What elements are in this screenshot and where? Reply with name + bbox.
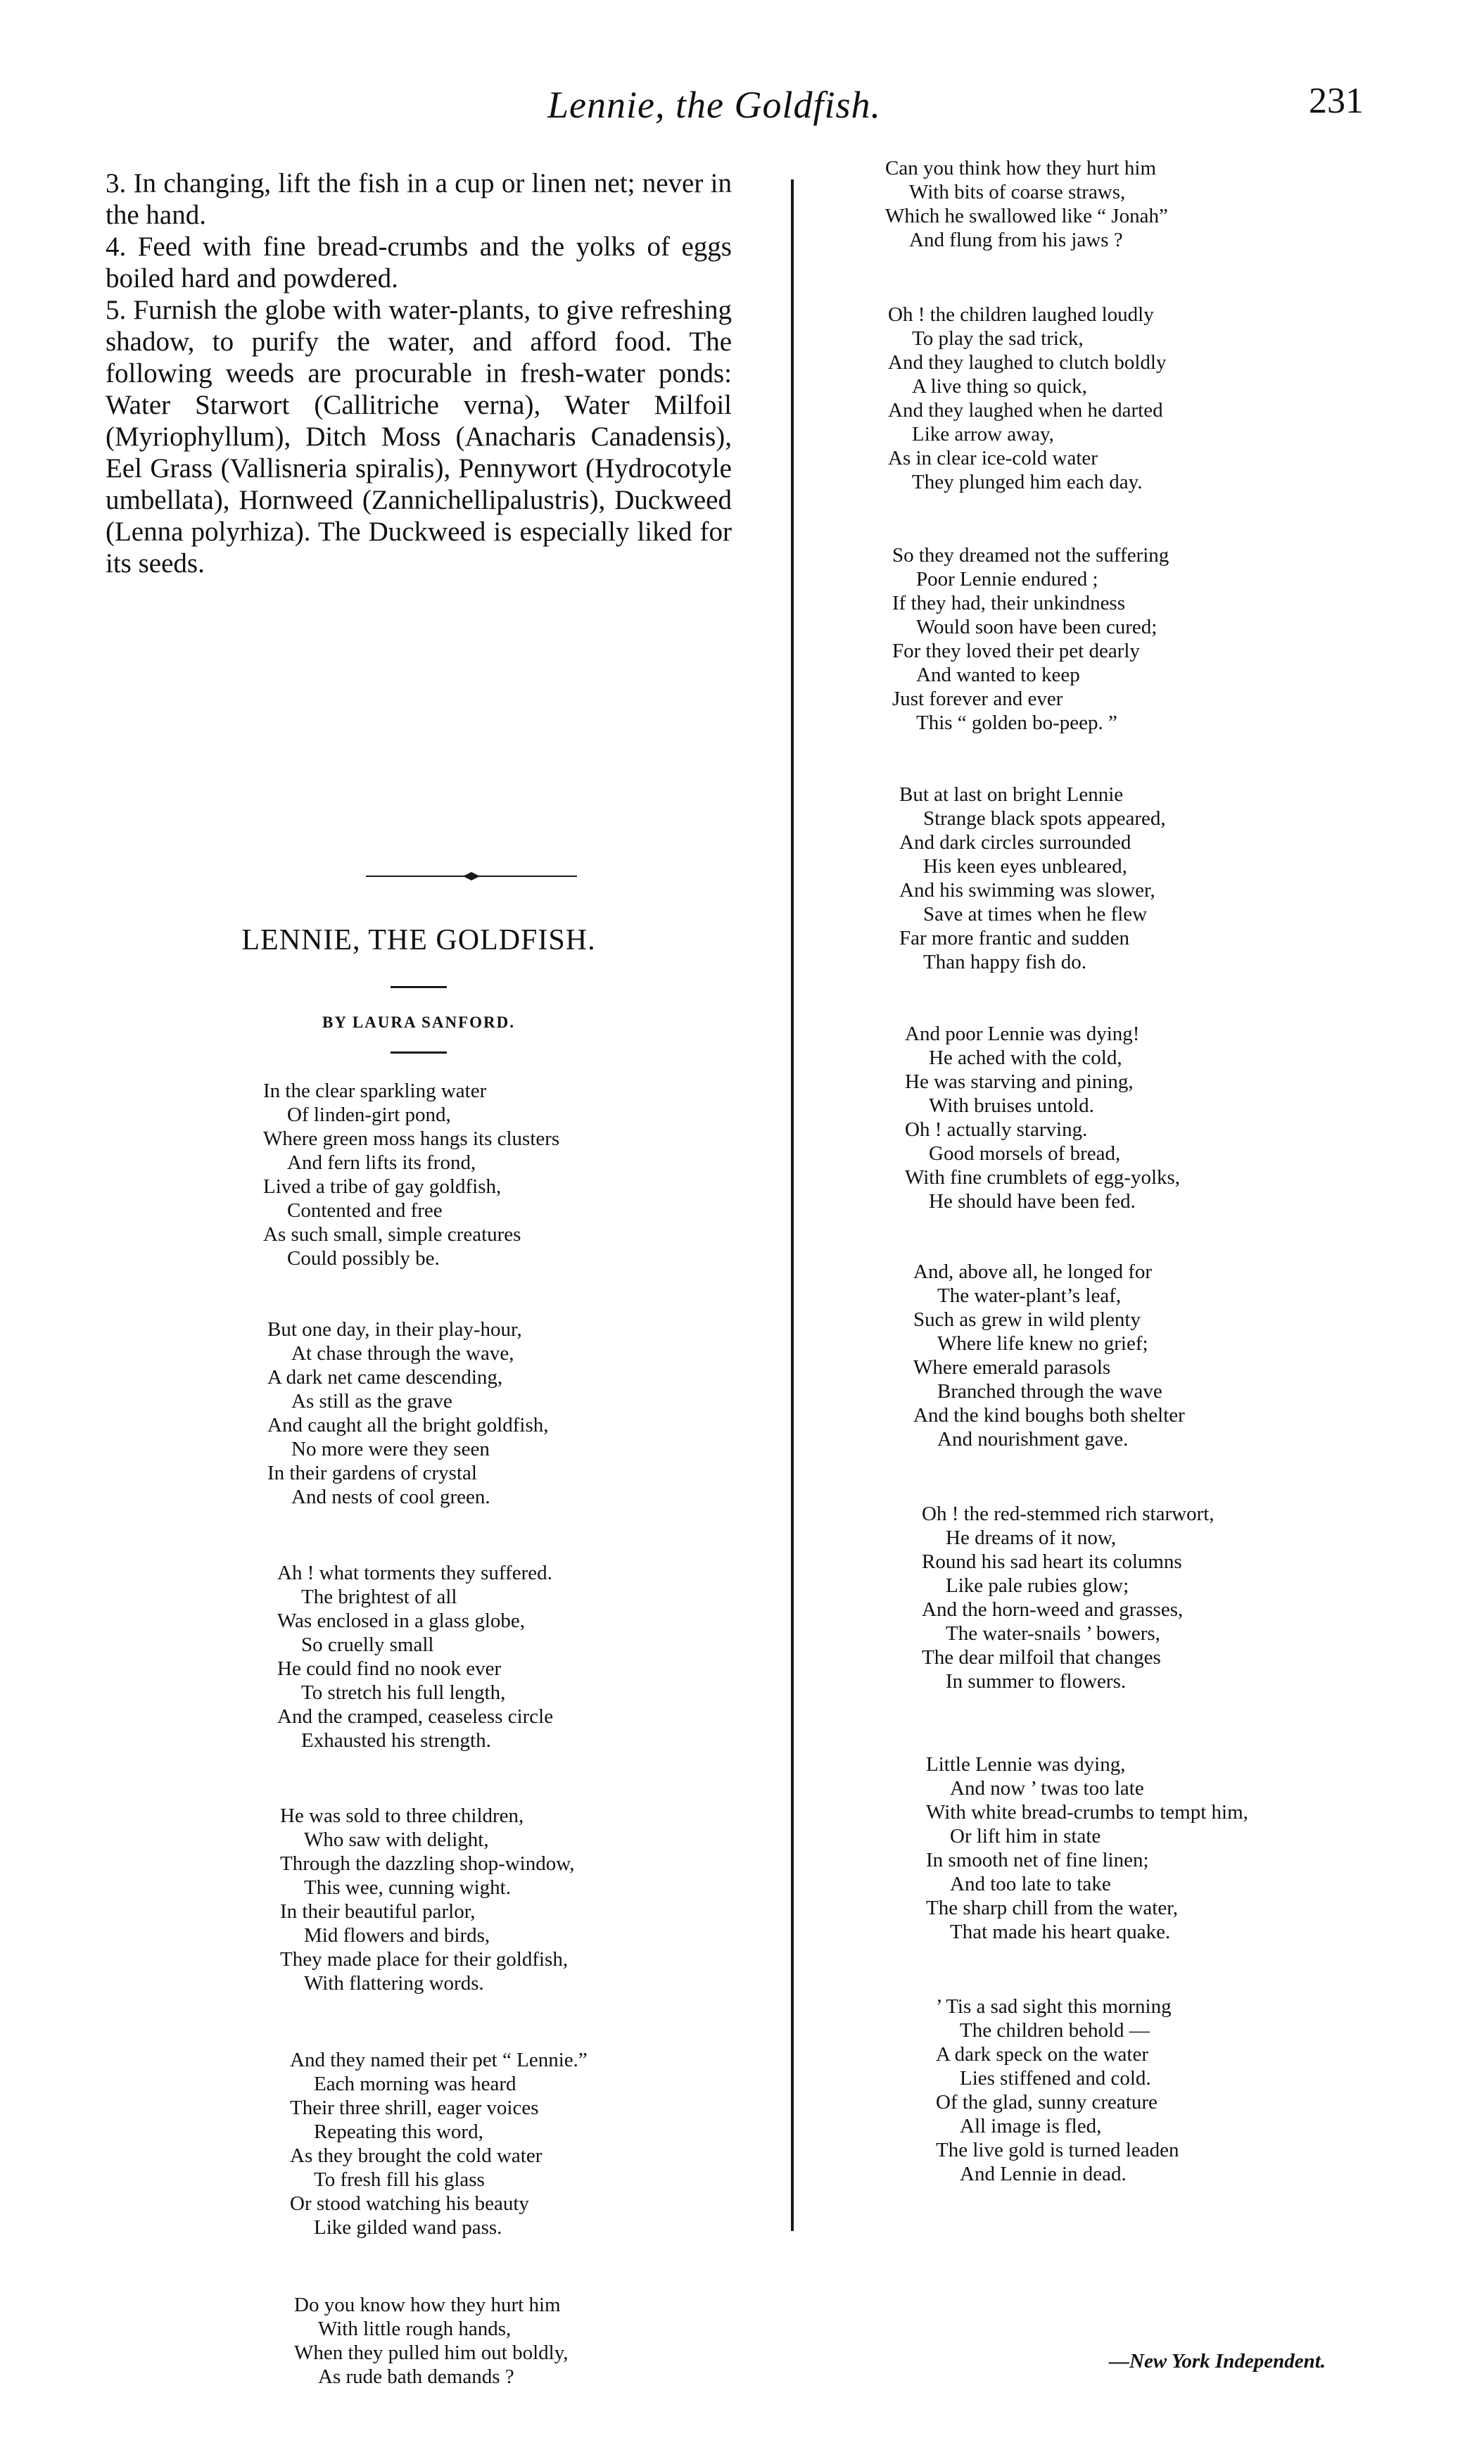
running-head — [0, 83, 1484, 139]
stanza-10 — [899, 783, 1166, 974]
poem-line: If they had, their unkindness — [892, 592, 1126, 614]
poem-line: And nourishment gave. — [937, 1428, 1129, 1451]
stanza-5 — [290, 2048, 588, 2239]
poem-line: Like gilded wand pass. — [314, 2216, 502, 2239]
poem-line: Strange black spots appeared, — [923, 807, 1166, 830]
poem-line: The water-plant’s leaf, — [937, 1284, 1122, 1307]
stanza-14 — [926, 1752, 1248, 1944]
poem-line: A live thing so quick, — [912, 375, 1087, 398]
poem-line: Do you know how they hurt him — [294, 2294, 561, 2316]
instruction-4: 4. Feed with fine bread-crumbs and the yolks of eggs boiled hard and powdered. — [106, 232, 732, 293]
poem-line: In their beautiful parlor, — [280, 1900, 476, 1923]
poem-line: But one day, in their play-hour, — [267, 1318, 522, 1341]
poem-line: Who saw with delight, — [304, 1828, 489, 1851]
poem-line: All image is fled, — [960, 2115, 1102, 2137]
poem-line: In the clear sparkling water — [263, 1080, 487, 1102]
instruction-3: 3. In changing, lift the fish in a cup or linen net; never in the hand. — [106, 168, 732, 230]
poem-line: To fresh fill his glass — [314, 2168, 485, 2191]
stanza-13 — [922, 1502, 1215, 1693]
stanza-7 — [885, 156, 1168, 252]
poem-line: He was sold to three children, — [280, 1805, 524, 1827]
poem-line: They plunged him each day. — [912, 471, 1143, 493]
poem-line: They made place for their goldfish, — [280, 1948, 569, 1971]
poem-line: The dear milfoil that changes — [922, 1646, 1161, 1669]
poem-line: At chase through the wave, — [291, 1342, 514, 1365]
poem-line: And nests of cool green. — [291, 1486, 490, 1508]
poem-line: Lies stiffened and cold. — [960, 2067, 1151, 2090]
instruction-5: 5. Furnish the globe with water-plants, to give refreshing shadow, to purify the water, and afford food. The following weeds are procurable in fresh-water ponds: Water Starwort (Callitriche verna), Water Milfoil (Myriophyllum), Ditch Moss (Anacharis Canadensis), Eel Grass (Vallisneria spiralis), Pennywort (Hydrocotyle umbellata), Hornweed (Zannichellipalustris), Duckweed (Lenna polyrhiza). The Duckweed is especially liked for its seeds. — [106, 295, 732, 579]
poem-title: LENNIE, THE GOLDFISH. — [241, 924, 596, 956]
poem-line: Where life knew no grief; — [937, 1332, 1148, 1355]
poem-line: With bruises untold. — [929, 1094, 1094, 1117]
poem-line: Branched through the wave — [937, 1380, 1162, 1403]
care-instructions — [106, 168, 732, 579]
poem-line: Was enclosed in a glass globe, — [277, 1610, 526, 1632]
poem-line: Where green moss hangs its clusters — [263, 1127, 560, 1150]
byline-rule — [391, 1051, 447, 1054]
poem-line: No more were they seen — [291, 1438, 490, 1460]
poem-line: With little rough hands, — [318, 2318, 512, 2340]
stanza-12 — [913, 1260, 1185, 1451]
poem-line: Little Lennie was dying, — [926, 1753, 1126, 1776]
poem-line: Mid flowers and birds, — [304, 1924, 490, 1947]
poem-line: Just forever and ever — [892, 688, 1063, 710]
poem-line: The live gold is turned leaden — [936, 2139, 1179, 2161]
stanza-2 — [267, 1318, 549, 1509]
stanza-3 — [277, 1561, 553, 1752]
poem-line: When they pulled him out boldly, — [294, 2342, 569, 2364]
poem-line: And dark circles surrounded — [899, 831, 1131, 854]
poem-line: The sharp chill from the water, — [926, 1897, 1178, 1919]
title-rule — [391, 986, 447, 988]
poem-line: As such small, simple creatures — [263, 1223, 521, 1246]
poem-line: As in clear ice-cold water — [888, 447, 1098, 469]
stanza-6 — [294, 2293, 569, 2389]
poem-line: And, above all, he longed for — [913, 1261, 1153, 1283]
poem-line: Would soon have been cured; — [916, 616, 1158, 638]
poem-line: So cruelly small — [301, 1634, 434, 1656]
poem-line: He should have been fed. — [929, 1190, 1136, 1213]
stanza-9 — [892, 543, 1169, 735]
poem-line: And the kind boughs both shelter — [913, 1404, 1185, 1427]
poem-line: So they dreamed not the suffering — [892, 544, 1169, 567]
poem-line: Could possibly be. — [287, 1247, 440, 1270]
poem-line: Contented and free — [287, 1199, 443, 1222]
poem-line: The children behold — — [960, 2019, 1150, 2042]
poem-line: Of linden-girt pond, — [287, 1104, 451, 1126]
page-number: 231 — [1309, 81, 1364, 121]
poem-line: To play the sad trick, — [912, 327, 1084, 350]
poem-line: For they loved their pet dearly — [892, 640, 1140, 662]
stanza-4 — [280, 1804, 575, 1995]
column-divider — [791, 179, 794, 2231]
left-column — [106, 168, 732, 2388]
poem-line: As they brought the cold water — [290, 2144, 543, 2167]
poem-line: And they laughed to clutch boldly — [888, 351, 1167, 374]
poem-line: His keen eyes unbleared, — [923, 855, 1127, 878]
poem-line: Oh ! the red-stemmed rich starwort, — [922, 1503, 1215, 1525]
poem-line: The brightest of all — [301, 1586, 457, 1608]
poem-line: In smooth net of fine linen; — [926, 1849, 1149, 1871]
poem-line: This wee, cunning wight. — [304, 1876, 511, 1899]
poem-line: And too late to take — [950, 1873, 1111, 1895]
poem-line: Repeating this word, — [314, 2121, 483, 2143]
poem-line: Which he swallowed like “ Jonah” — [885, 205, 1168, 227]
poem-line: And wanted to keep — [916, 664, 1080, 686]
poem-line: And the cramped, ceaseless circle — [277, 1705, 554, 1728]
poem-line: Poor Lennie endured ; — [916, 568, 1098, 590]
poem-line: A dark speck on the water — [936, 2043, 1148, 2066]
poem-line: In their gardens of crystal — [267, 1462, 477, 1484]
poem-line: And now ’ twas too late — [950, 1777, 1144, 1800]
poem-line: With bits of coarse straws, — [909, 181, 1126, 203]
poem-line: And fern lifts its frond, — [287, 1151, 476, 1174]
poem-line: Good morsels of bread, — [929, 1142, 1121, 1165]
poem-line: Can you think how they hurt him — [885, 157, 1157, 179]
poem-line: He could find no nook ever — [277, 1657, 502, 1680]
source-attribution: —New York Independent. — [1109, 2350, 1326, 2373]
poem-line: Or stood watching his beauty — [290, 2192, 529, 2215]
poem-line: This “ golden bo-peep. ” — [916, 712, 1117, 734]
poem-line: The water-snails ’ bowers, — [946, 1622, 1160, 1645]
poem-line: And they laughed when he darted — [888, 399, 1163, 422]
poem-line: Save at times when he flew — [923, 903, 1148, 925]
poem-line: Exhausted his strength. — [301, 1729, 491, 1752]
stanza-1 — [263, 1079, 559, 1270]
poem-line: With white bread-crumbs to tempt him, — [926, 1801, 1248, 1824]
poem-line: Of the glad, sunny creature — [936, 2091, 1158, 2114]
poem-line: But at last on bright Lennie — [899, 783, 1124, 806]
poem-line: To stretch his full length, — [301, 1681, 506, 1704]
poem-line: A dark net came descending, — [267, 1366, 503, 1389]
poem-line: Lived a tribe of gay goldfish, — [263, 1175, 502, 1198]
poem-line: ’ Tis a sad sight this morning — [936, 1995, 1172, 2018]
poem-line: Round his sad heart its columns — [922, 1550, 1182, 1573]
stanza-8 — [888, 303, 1166, 494]
poem-line: As rude bath demands ? — [318, 2365, 514, 2388]
stanza-15 — [936, 1995, 1179, 2186]
poem-line: Such as grew in wild plenty — [913, 1308, 1141, 1331]
poem-line: And they named their pet “ Lennie.” — [290, 2049, 588, 2071]
poem-line: And Lennie in dead. — [960, 2163, 1127, 2185]
poem-line: And flung from his jaws ? — [909, 229, 1123, 251]
poem-line: He was starving and pining, — [905, 1070, 1134, 1093]
poem-line: He ached with the cold, — [929, 1047, 1122, 1069]
poem-line: Ah ! what torments they suffered. — [277, 1562, 552, 1584]
poem-line: Or lift him in state — [950, 1825, 1101, 1847]
poem-line: And his swimming was slower, — [899, 879, 1155, 902]
poem-line: With fine crumblets of egg-yolks, — [905, 1166, 1181, 1189]
poem-line: He dreams of it now, — [946, 1527, 1117, 1549]
poem-line: Than happy fish do. — [923, 951, 1086, 973]
stanza-11 — [905, 1022, 1180, 1213]
poem-line: Their three shrill, eager voices — [290, 2097, 539, 2119]
poem-line: And the horn-weed and grasses, — [922, 1598, 1184, 1621]
poem-line: Where emerald parasols — [913, 1356, 1111, 1379]
running-title: Lennie, the Goldfish. — [547, 84, 881, 126]
poem-byline: BY LAURA SANFORD. — [322, 1013, 516, 1031]
poem-line: Oh ! the children laughed loudly — [888, 303, 1154, 326]
poem-line: Oh ! actually starving. — [905, 1118, 1088, 1141]
poem-line: Through the dazzling shop-window, — [280, 1852, 575, 1875]
poem-line: Each morning was heard — [314, 2073, 516, 2095]
poem-line: And caught all the bright goldfish, — [267, 1414, 549, 1436]
poem-line: As still as the grave — [291, 1390, 452, 1413]
poem-line: Far more frantic and sudden — [899, 927, 1129, 949]
section-ornament — [366, 871, 577, 881]
poem-line: Like pale rubies glow; — [946, 1574, 1129, 1597]
poem-line: And poor Lennie was dying! — [905, 1023, 1140, 1045]
poem-line: In summer to flowers. — [946, 1670, 1127, 1693]
poem-line: Like arrow away, — [912, 423, 1054, 446]
poem-line: That made his heart quake. — [950, 1921, 1171, 1943]
poem-line: With flattering words. — [304, 1972, 484, 1995]
